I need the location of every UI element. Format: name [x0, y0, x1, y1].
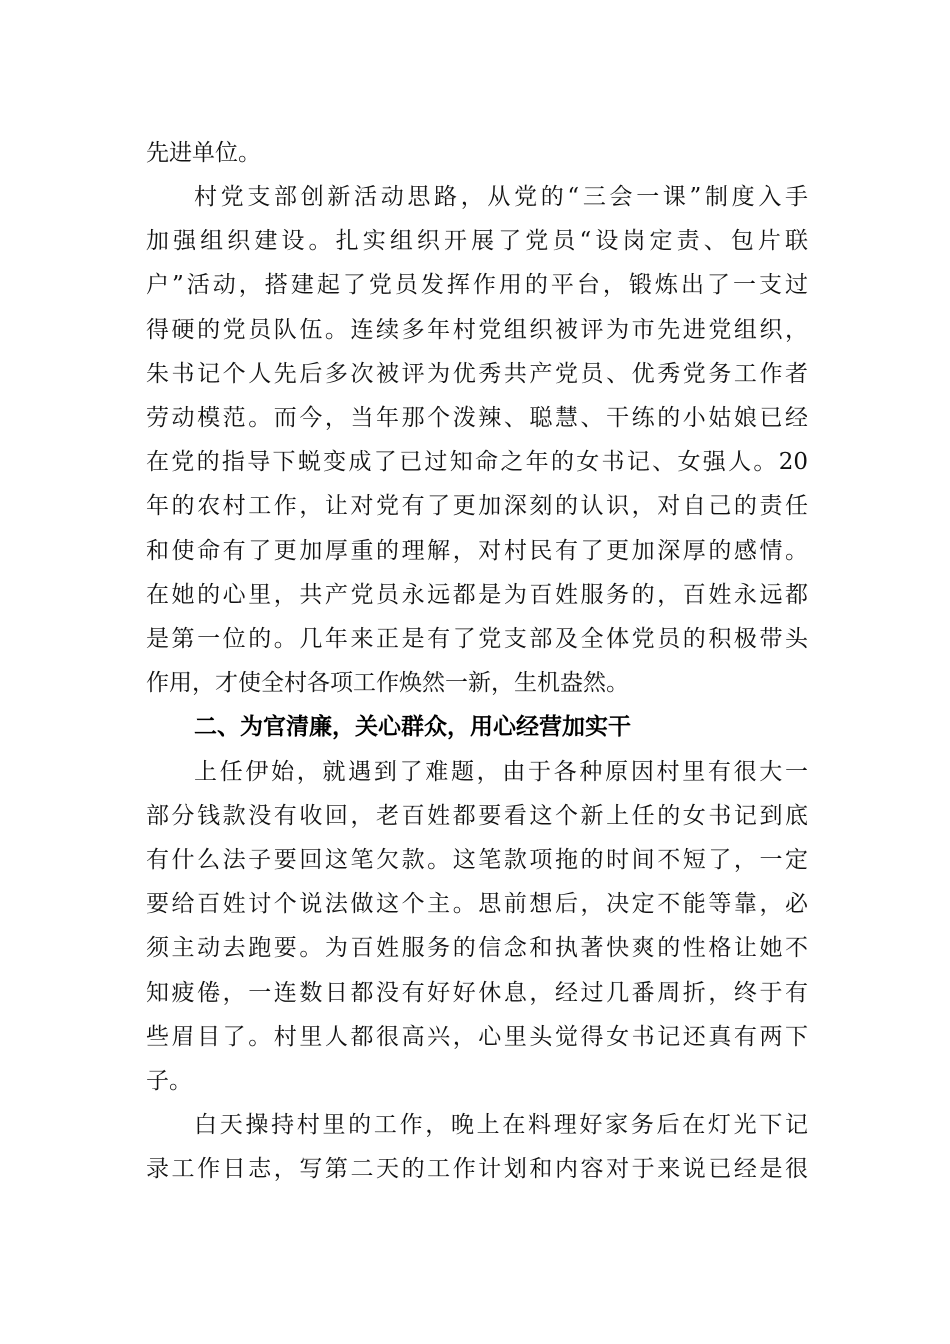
paragraph-line: 在党的指导下蜕变成了已过知命之年的女书记、女强人。20	[146, 449, 808, 475]
paragraph-line: 年的农村工作，让对党有了更加深刻的认识，对自己的责任	[146, 493, 808, 519]
paragraph-line: 须主动去跑要。为百姓服务的信念和执著快爽的性格让她不	[146, 935, 808, 961]
paragraph-line: 有什么法子要回这笔欠款。这笔款项拖的时间不短了，一定	[146, 847, 808, 873]
paragraph-line: 先进单位。	[146, 140, 261, 166]
paragraph-line: 得硬的党员队伍。连续多年村党组织被评为市先进党组织，	[146, 317, 808, 343]
paragraph-line: 部分钱款没有收回，老百姓都要看这个新上任的女书记到底	[146, 803, 808, 829]
paragraph-line: 白天操持村里的工作，晚上在料理好家务后在灯光下记	[194, 1112, 808, 1138]
paragraph-line: 村党支部创新活动思路，从党的“三会一课”制度入手	[194, 184, 808, 210]
paragraph-line: 子。	[146, 1068, 192, 1094]
paragraph-line: 知疲倦，一连数日都没有好好休息，经过几番周折，终于有	[146, 980, 808, 1006]
paragraph-line: 在她的心里，共产党员永远都是为百姓服务的，百姓永远都	[146, 582, 808, 608]
paragraph-line: 劳动模范。而今，当年那个泼辣、聪慧、干练的小姑娘已经	[146, 405, 808, 431]
paragraph-line: 朱书记个人先后多次被评为优秀共产党员、优秀党务工作者	[146, 361, 808, 387]
section-heading: 二、为官清廉，关心群众，用心经营加实干	[194, 714, 631, 740]
paragraph-line: 些眉目了。村里人都很高兴，心里头觉得女书记还真有两下	[146, 1024, 808, 1050]
paragraph-line: 录工作日志，写第二天的工作计划和内容对于来说已经是很	[146, 1156, 808, 1182]
paragraph-line: 是第一位的。几年来正是有了党支部及全体党员的积极带头	[146, 626, 808, 652]
paragraph-line: 户”活动，搭建起了党员发挥作用的平台，锻炼出了一支过	[146, 272, 808, 298]
paragraph-line: 上任伊始，就遇到了难题，由于各种原因村里有很大一	[194, 759, 808, 785]
paragraph-line: 和使命有了更加厚重的理解，对村民有了更加深厚的感情。	[146, 538, 808, 564]
paragraph-line: 作用，才使全村各项工作焕然一新，生机盎然。	[146, 670, 629, 696]
paragraph-line: 要给百姓讨个说法做这个主。思前想后，决定不能等靠，必	[146, 891, 808, 917]
paragraph-line: 加强组织建设。扎实组织开展了党员“设岗定责、包片联	[146, 228, 808, 254]
